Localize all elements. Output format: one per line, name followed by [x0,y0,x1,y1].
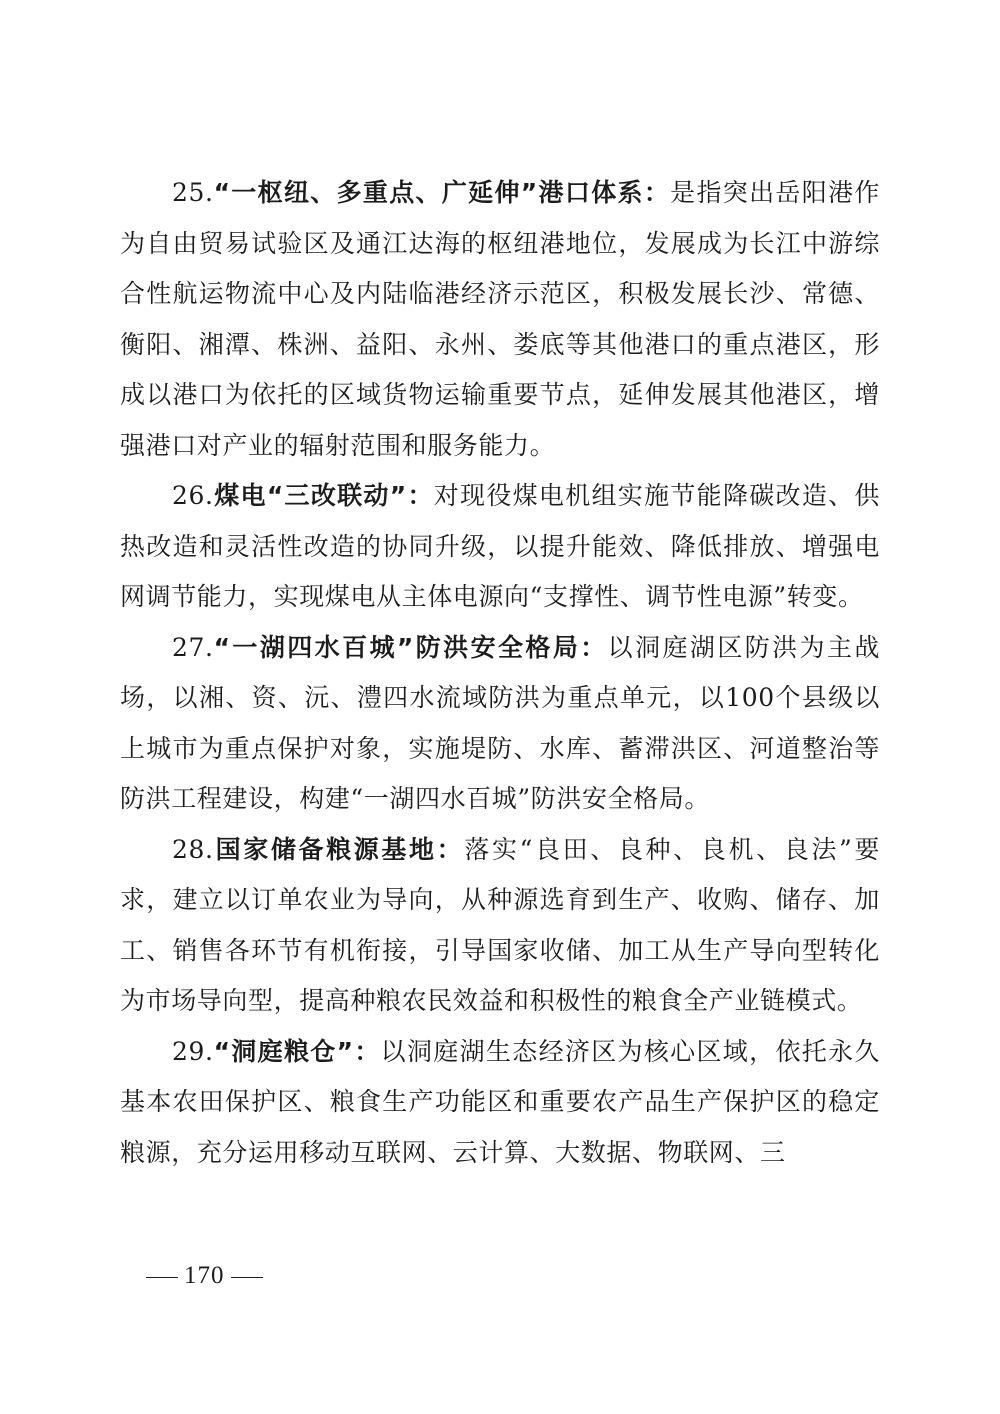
right-dash [231,1277,263,1278]
entry-body: 落实“良田、良种、良机、良法”要求，建立以订单农业为导向，从种源选育到生产、收购、储存、加工、销售各环节有机衔接，引导国家收储、加工从生产导向型转化为市场导向型，提高种粮农民效益和积极性的粮食全产业链模式。 [120,834,880,1015]
glossary-entry-26 [120,471,880,623]
page-number: 170 [184,1262,225,1289]
entry-term: 国家储备粮源基地： [213,834,465,864]
entry-number: 25. [172,178,214,207]
entry-body: 对现役煤电机组实施节能降碳改造、供热改造和灵活性改造的协同升级，以提升能效、降低排放、增强电网调节能力，实现煤电从主体电源向“支撑性、调节性电源”转变。 [120,481,881,611]
entry-term: “一枢纽、多重点、广延伸”港口体系： [213,178,671,207]
entry-number: 26. [172,481,214,510]
glossary-entry-29 [120,1027,880,1179]
glossary-content [120,168,880,1178]
entry-body: 以洞庭湖生态经济区为核心区域，依托永久基本农田保护区、粮食生产功能区和重要农产品生产保护区的稳定粮源，充分运用移动互联网、云计算、大数据、物联网、三 [120,1036,880,1167]
page-footer [140,1262,269,1290]
glossary-entry-28 [120,825,880,1027]
entry-term: “一湖四水百城”防洪安全格局： [213,632,608,662]
glossary-entry-27 [120,623,880,825]
entry-number: 28. [172,834,214,864]
entry-term: 煤电“三改联动”： [213,481,434,510]
entry-number: 27. [172,632,214,662]
entry-number: 29. [172,1036,214,1066]
glossary-entry-25 [120,168,880,471]
entry-body: 是指突出岳阳港作为自由贸易试验区及通江达海的枢纽港地位，发展成为长江中游综合性航运物流中心及内陆临港经济示范区，积极发展长沙、常德、衡阳、湘潭、株洲、益阳、永州、娄底等其他港口的重点港区，形成以港口为依托的区域货物运输重要节点，延伸发展其他港区，增强港口对产业的辐射范围和服务能力。 [120,178,880,460]
entry-body: 以洞庭湖区防洪为主战场，以湘、资、沅、澧四水流域防洪为重点单元，以100个县级以上城市为重点保护对象，实施堤防、水库、蓄滞洪区、河道整治等防洪工程建设，构建“一湖四水百城”防洪安全格局。 [120,632,880,813]
left-dash [146,1277,178,1278]
entry-term: “洞庭粮仓”： [213,1036,381,1066]
